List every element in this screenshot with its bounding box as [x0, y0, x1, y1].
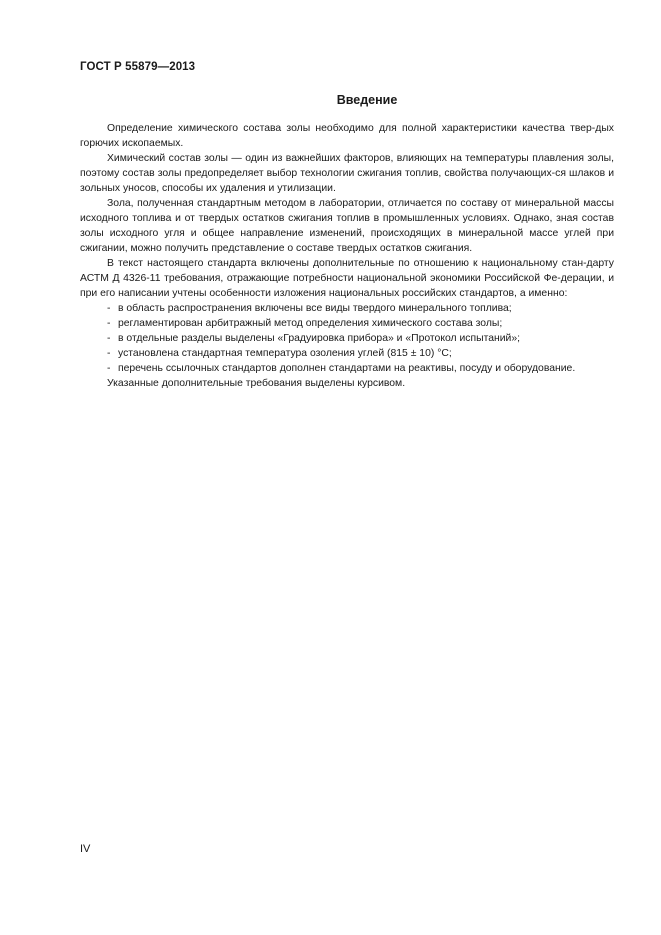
- list-item: [80, 361, 614, 376]
- list-item-text: установлена стандартная температура озоления углей (815 ± 10) °С;: [118, 348, 452, 359]
- paragraph-1: Определение химического состава золы необходимо для полной характеристики качества твер-дых горючих ископаемых.: [80, 123, 614, 149]
- paragraph-2: Химический состав золы — один из важнейших факторов, влияющих на температуры плавления золы, поэтому состав золы предопределяет выбор технологии сжигания топлив, свойства получающих-ся шлаков и зольных уносов, способы их удаления и утилизации.: [80, 153, 614, 194]
- page-number: IV: [80, 843, 91, 855]
- list-item: [80, 316, 614, 331]
- list-item-text: регламентирован арбитражный метод определения химического состава золы;: [118, 318, 503, 329]
- list-dash: -: [107, 348, 111, 359]
- list-dash: -: [107, 363, 111, 374]
- closing-paragraph: Указанные дополнительные требования выделены курсивом.: [107, 378, 406, 389]
- paragraph-4: В текст настоящего стандарта включены дополнительные по отношению к национальному стан-дарту АСТМ Д 4326-11 требования, отражающие потребности национальной экономики Российской Фе-дерации, и при его написании учтены особенности изложения национальных российских стандартов, а именно:: [80, 258, 614, 299]
- list-item-text: в отдельные разделы выделены «Градуировка прибора» и «Протокол испытаний»;: [118, 333, 521, 344]
- section-title: Введение: [336, 93, 398, 107]
- list-item: [80, 346, 614, 361]
- list-item-text: перечень ссылочных стандартов дополнен стандартами на реактивы, посуду и оборудование.: [118, 363, 576, 374]
- list-item: [80, 331, 614, 346]
- list-dash: -: [107, 303, 111, 314]
- list-item: [80, 301, 614, 316]
- document-code-header: ГОСТ Р 55879—2013: [80, 61, 196, 73]
- requirements-list: [80, 301, 614, 376]
- list-item-text: в область распространения включены все виды твердого минерального топлива;: [118, 303, 512, 314]
- list-dash: -: [107, 318, 111, 329]
- paragraph-3: Зола, полученная стандартным методом в лаборатории, отличается по составу от минеральной массы исходного топлива и от твердых остатков сжигания топлив в промышленных условиях. Однако, зная состав золы исходного угля и общее направление изменений, происходящих в минеральной массе углей при сжигании, можно получить представление о составе твердых остатков сжигания.: [80, 198, 614, 254]
- introduction-body: [80, 121, 614, 391]
- list-dash: -: [107, 333, 111, 344]
